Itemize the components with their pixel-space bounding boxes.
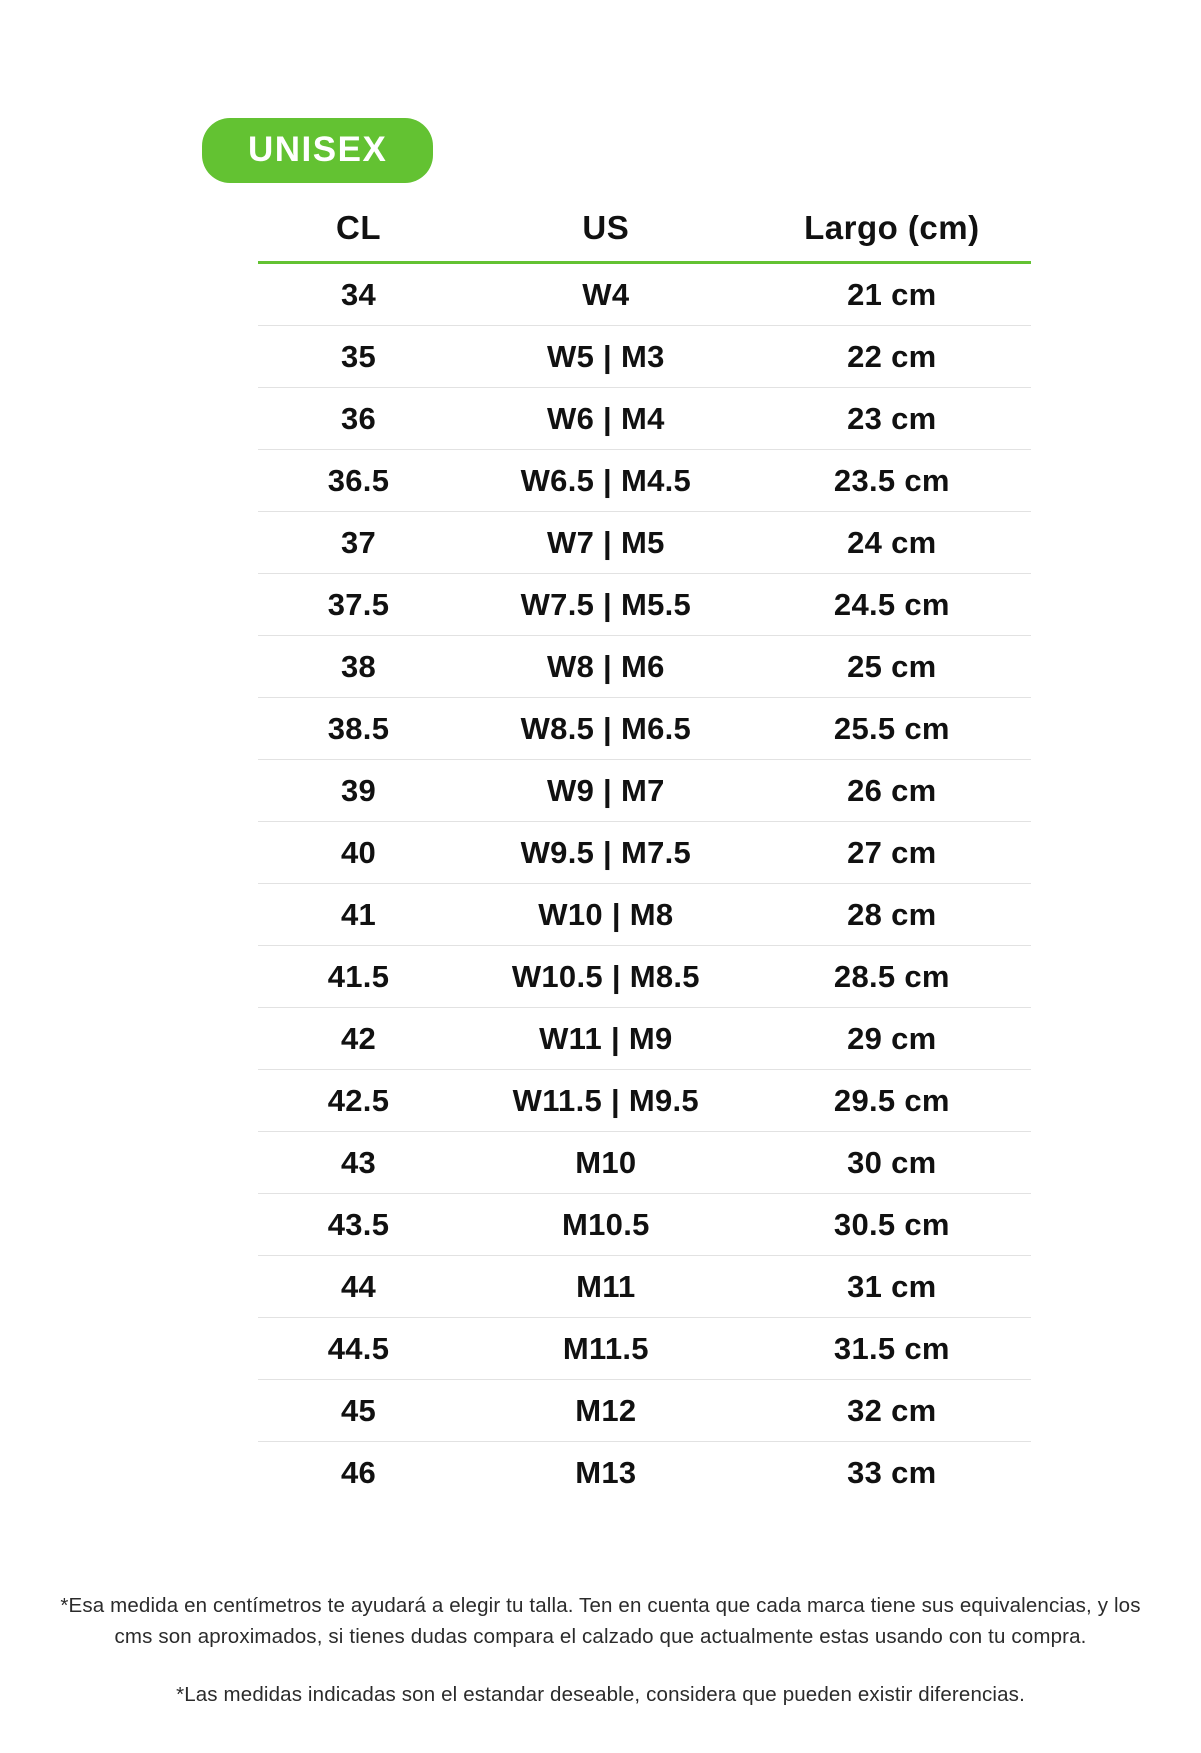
size-table: [258, 209, 1031, 1503]
cell-us: W4: [459, 263, 753, 326]
table-row: [258, 760, 1031, 822]
cell-cl: 34: [258, 263, 459, 326]
cell-us: W8 | M6: [459, 636, 753, 698]
cell-cl: 43: [258, 1132, 459, 1194]
cell-us: W7.5 | M5.5: [459, 574, 753, 636]
cell-cl: 40: [258, 822, 459, 884]
cell-largo: 23.5 cm: [753, 450, 1031, 512]
column-header-us: US: [582, 209, 630, 246]
cell-largo: 26 cm: [753, 760, 1031, 822]
cell-us: W6.5 | M4.5: [459, 450, 753, 512]
table-header-row: [258, 209, 1031, 263]
footnotes: [0, 1591, 1201, 1753]
cell-us: W10.5 | M8.5: [459, 946, 753, 1008]
cell-us: W10 | M8: [459, 884, 753, 946]
cell-largo: 22 cm: [753, 326, 1031, 388]
cell-us: M10: [459, 1132, 753, 1194]
size-table-container: [0, 209, 1201, 1503]
cell-cl: 43.5: [258, 1194, 459, 1256]
cell-largo: 24.5 cm: [753, 574, 1031, 636]
cell-largo: 28 cm: [753, 884, 1031, 946]
cell-largo: 29.5 cm: [753, 1070, 1031, 1132]
cell-largo: 32 cm: [753, 1380, 1031, 1442]
cell-us: W8.5 | M6.5: [459, 698, 753, 760]
table-row: [258, 698, 1031, 760]
cell-cl: 41.5: [258, 946, 459, 1008]
cell-cl: 37.5: [258, 574, 459, 636]
cell-us: M12: [459, 1380, 753, 1442]
cell-largo: 24 cm: [753, 512, 1031, 574]
cell-largo: 29 cm: [753, 1008, 1031, 1070]
cell-us: W9.5 | M7.5: [459, 822, 753, 884]
table-header: [258, 209, 1031, 263]
table-row: [258, 1442, 1031, 1504]
cell-cl: 38.5: [258, 698, 459, 760]
table-row: [258, 1132, 1031, 1194]
table-row: [258, 1380, 1031, 1442]
cell-cl: 38: [258, 636, 459, 698]
cell-us: M11: [459, 1256, 753, 1318]
cell-largo: 25.5 cm: [753, 698, 1031, 760]
table-row: [258, 512, 1031, 574]
cell-us: W6 | M4: [459, 388, 753, 450]
column-header-cl: CL: [335, 209, 381, 246]
table-row: [258, 388, 1031, 450]
cell-largo: 31 cm: [753, 1256, 1031, 1318]
cell-cl: 41: [258, 884, 459, 946]
cell-largo: 30.5 cm: [753, 1194, 1031, 1256]
cell-largo: 21 cm: [753, 263, 1031, 326]
cell-us: M11.5: [459, 1318, 753, 1380]
cell-cl: 42.5: [258, 1070, 459, 1132]
cell-cl: 36.5: [258, 450, 459, 512]
badge-row: [0, 118, 1201, 183]
cell-cl: 36: [258, 388, 459, 450]
unisex-badge: UNISEX: [202, 118, 433, 183]
table-row: [258, 1194, 1031, 1256]
table-row: [258, 1008, 1031, 1070]
table-row: [258, 1318, 1031, 1380]
table-row: [258, 1256, 1031, 1318]
footnote-measure: *Esa medida en centímetros te ayudará a elegir tu talla. Ten en cuenta que cada marca tiene sus equivalencias, y los cms son aproximados, si tienes dudas compara el calzado que actualmente estas usando con tu compra.: [60, 1593, 1141, 1648]
cell-us: W11.5 | M9.5: [459, 1070, 753, 1132]
cell-cl: 44: [258, 1256, 459, 1318]
column-header-largo: Largo (cm): [804, 209, 980, 246]
cell-largo: 27 cm: [753, 822, 1031, 884]
table-row: [258, 326, 1031, 388]
footnote-standard: *Las medidas indicadas son el estandar deseable, considera que pueden existir diferencias.: [176, 1683, 1025, 1707]
cell-cl: 44.5: [258, 1318, 459, 1380]
cell-cl: 39: [258, 760, 459, 822]
cell-largo: 30 cm: [753, 1132, 1031, 1194]
table-row: [258, 636, 1031, 698]
cell-cl: 37: [258, 512, 459, 574]
table-row: [258, 1070, 1031, 1132]
cell-cl: 46: [340, 1455, 377, 1490]
cell-largo: 23 cm: [753, 388, 1031, 450]
table-row: [258, 263, 1031, 326]
table-row: [258, 822, 1031, 884]
cell-us: M13: [575, 1455, 637, 1490]
cell-largo: 31.5 cm: [753, 1318, 1031, 1380]
table-row: [258, 884, 1031, 946]
cell-largo: 33 cm: [847, 1455, 937, 1490]
table-row: [258, 450, 1031, 512]
cell-us: W9 | M7: [459, 760, 753, 822]
table-body: [258, 263, 1031, 1504]
cell-largo: 25 cm: [753, 636, 1031, 698]
cell-us: M10.5: [459, 1194, 753, 1256]
table-row: [258, 946, 1031, 1008]
cell-cl: 35: [258, 326, 459, 388]
cell-cl: 42: [258, 1008, 459, 1070]
table-row: [258, 574, 1031, 636]
cell-us: W11 | M9: [459, 1008, 753, 1070]
cell-us: W5 | M3: [459, 326, 753, 388]
cell-us: W7 | M5: [459, 512, 753, 574]
cell-cl: 45: [258, 1380, 459, 1442]
cell-largo: 28.5 cm: [753, 946, 1031, 1008]
